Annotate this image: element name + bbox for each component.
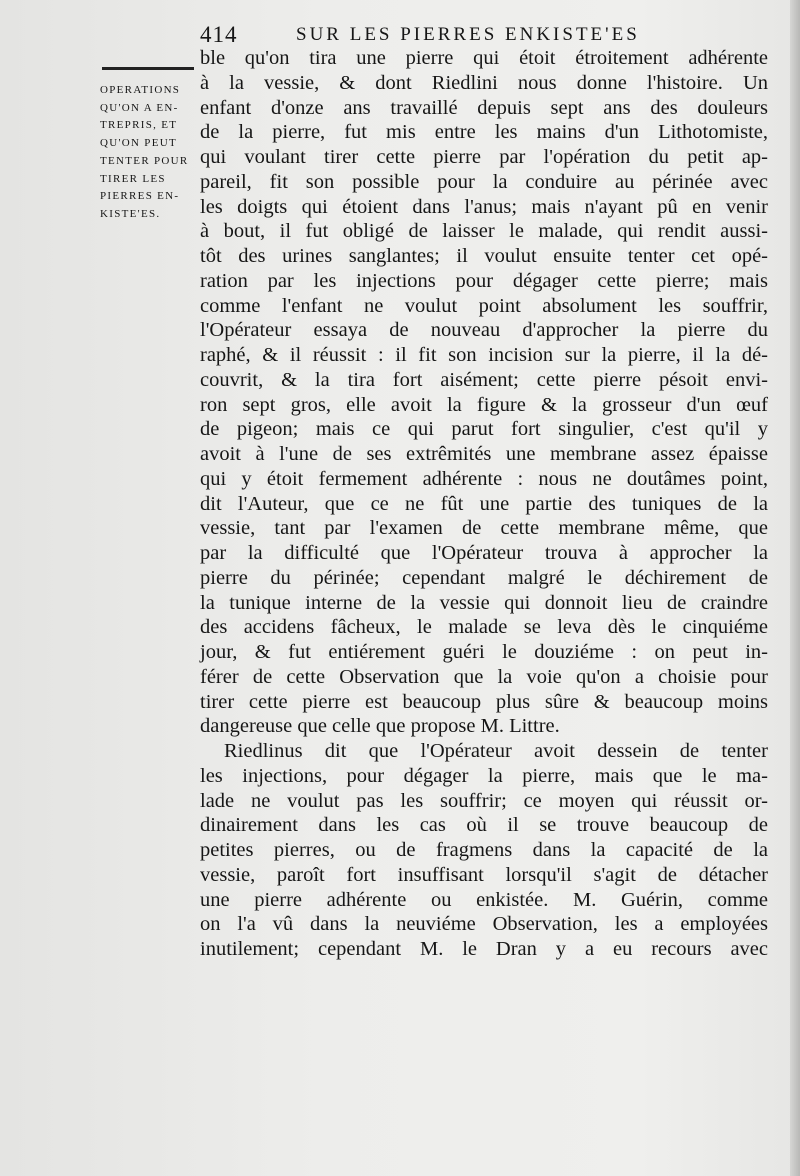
text-line: enfant d'onze ans travaillé depuis sept ans des douleurs: [200, 96, 768, 119]
text-line: une pierre adhérente ou enkistée. M. Guérin, comme: [200, 888, 768, 911]
text-line: on l'a vû dans la neuviéme Observation, les a employées: [200, 913, 768, 936]
text-line: raphé, & il réussit : il fit son incision sur la pierre, il la dé-: [200, 344, 768, 366]
text-line: qui y étoit fermement adhérente : nous ne doutâmes point,: [200, 467, 768, 490]
margin-note-line: QU'ON A EN-: [100, 101, 179, 114]
text-line: tôt des urines sanglantes; il voulut ensuite tenter cet opé-: [200, 245, 768, 267]
text-line: dangereuse que celle que propose M. Littre.: [200, 715, 560, 738]
margin-note-line: KISTE'ES.: [100, 207, 161, 220]
text-line: vessie, paroît fort insuffisant lorsqu'il s'agit de détacher: [200, 863, 768, 886]
margin-note-line: OPERATIONS: [100, 84, 181, 96]
margin-note-line: TENTER POUR: [100, 154, 189, 167]
text-line: de la pierre, fut mis entre les mains d'un Lithotomiste,: [200, 121, 768, 144]
text-line: petites pierres, ou de fragmens dans la capacité de la: [200, 839, 768, 861]
text-line: ble qu'on tira une pierre qui étoit étroitement adhérente: [200, 47, 768, 69]
margin-note-line: TIRER LES: [100, 172, 166, 185]
paragraph: [200, 739, 768, 962]
text-line: inutilement; cependant M. le Dran y a eu recours avec: [200, 938, 768, 960]
text-line: dinairement dans les cas où il se trouve beaucoup de: [200, 814, 768, 837]
body-text: [200, 46, 768, 962]
text-line: des accidens fâcheux, le malade se leva dès le cinquiéme: [200, 616, 768, 639]
text-line: ration par les injections pour dégager cette pierre; mais: [200, 269, 768, 292]
text-line: férer de cette Observation que la voie qu'on a choisie pour: [200, 665, 768, 688]
margin-note: [100, 82, 200, 224]
margin-note-line: TREPRIS, ET: [100, 119, 178, 132]
text-line: Riedlinus dit que l'Opérateur avoit dessein de tenter: [224, 740, 768, 762]
text-line: avoit à l'une de ses extrêmités une membrane assez épaisse: [200, 443, 768, 465]
text-line: couvrit, & la tira fort aisément; cette pierre pésoit envi-: [200, 368, 768, 391]
text-line: l'Opérateur essaya de nouveau d'approcher la pierre du: [200, 319, 768, 342]
text-line: à la vessie, & dont Riedlini nous donne l'histoire. Un: [200, 71, 768, 94]
margin-rule: [102, 67, 194, 70]
page-number: 414: [200, 22, 238, 47]
page-spine-shadow: [790, 0, 800, 1176]
text-line: par la difficulté que l'Opérateur trouva à approcher la: [200, 542, 768, 564]
paragraph: [200, 46, 768, 739]
text-line: à bout, il fut obligé de laisser le malade, qui rendit aussi-: [200, 220, 768, 243]
text-line: qui voulant tirer cette pierre par l'opération du petit ap-: [200, 146, 768, 168]
text-line: de pigeon; mais ce qui parut fort singulier, c'est qu'il y: [200, 418, 768, 441]
text-line: pareil, fit son possible pour la conduire au périnée avec: [200, 170, 768, 193]
running-title: SUR LES PIERRES ENKISTE'ES: [296, 24, 640, 45]
text-line: tirer cette pierre est beaucoup plus sûre & beaucoup moins: [200, 690, 768, 713]
text-line: comme l'enfant ne voulut point absolument les souffrir,: [200, 294, 768, 317]
margin-note-line: PIERRES EN-: [100, 190, 180, 203]
margin-note-line: QU'ON PEUT: [100, 137, 178, 150]
text-line: ron sept gros, elle avoit la figure & la grosseur d'un œuf: [200, 393, 768, 416]
text-line: jour, & fut entiérement guéri le douziéme : on peut in-: [200, 641, 768, 663]
text-line: les injections, pour dégager la pierre, mais que le ma-: [200, 764, 768, 787]
text-line: lade ne voulut pas les souffrir; ce moyen qui réussit or-: [200, 789, 768, 812]
text-line: les doigts qui étoient dans l'anus; mais n'ayant pû en venir: [200, 195, 768, 218]
text-line: pierre du périnée; cependant malgré le déchirement de: [200, 566, 768, 589]
text-line: dit l'Auteur, que ce ne fût une partie des tuniques de la: [200, 492, 768, 515]
text-line: vessie, tant par l'examen de cette membrane même, que: [200, 517, 768, 540]
text-line: la tunique interne de la vessie qui donnoit lieu de craindre: [200, 591, 768, 614]
